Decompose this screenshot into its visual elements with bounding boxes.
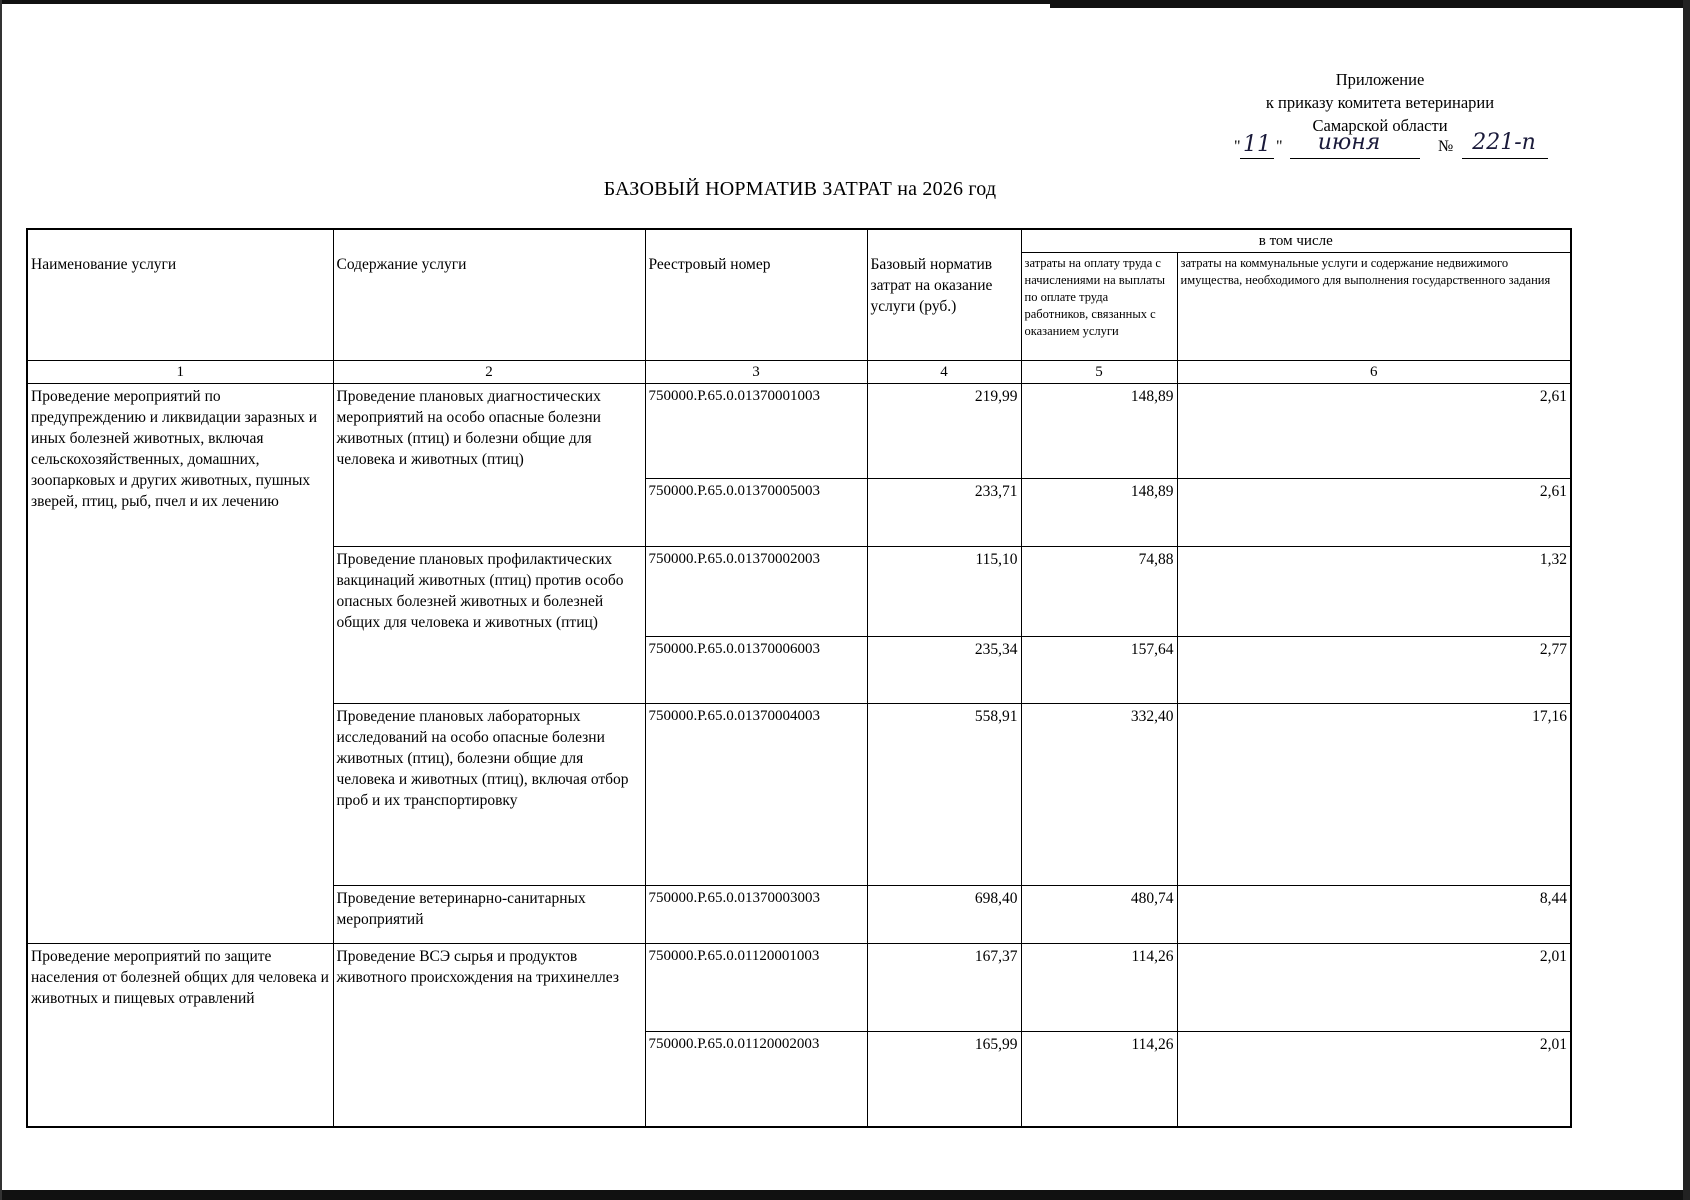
- table-row: [27, 384, 1571, 479]
- registry-number-cell: 750000.Р.65.0.01120002003: [645, 1032, 867, 1127]
- utility-cost-cell: 2,77: [1177, 637, 1571, 704]
- labor-cost-cell: 157,64: [1021, 637, 1177, 704]
- base-norm-cell: 165,99: [867, 1032, 1021, 1127]
- header-base-norm: Базовый норматив затрат на оказание услуги (руб.): [867, 229, 1021, 361]
- labor-cost-cell: 114,26: [1021, 1032, 1177, 1127]
- scan-edge-bottom: [0, 1190, 1690, 1200]
- labor-cost-cell: 114,26: [1021, 944, 1177, 1032]
- service-name-cell: Проведение мероприятий по предупреждению и ликвидации заразных и иных болезней животных, включая сельскохозяйственных, домашних, зоопарковых и других животных, пушных зверей, птиц, рыб, пчел и их лечению: [27, 384, 333, 944]
- registry-number-cell: 750000.Р.65.0.01370001003: [645, 384, 867, 479]
- service-content-cell: Проведение плановых диагностических мероприятий на особо опасные болезни животных (птиц) и болезни общие для человека и животных (птиц): [333, 384, 645, 547]
- utility-cost-cell: 17,16: [1177, 704, 1571, 886]
- labor-cost-cell: 148,89: [1021, 479, 1177, 547]
- registry-number-cell: 750000.Р.65.0.01370002003: [645, 547, 867, 637]
- appendix-line-3: Самарской области: [1312, 116, 1448, 135]
- header-service-name: Наименование услуги: [27, 229, 333, 361]
- labor-cost-cell: 74,88: [1021, 547, 1177, 637]
- day-underline: [1240, 158, 1274, 159]
- column-number: 1: [27, 361, 333, 384]
- service-content-cell: Проведение ветеринарно-санитарных мероприятий: [333, 886, 645, 944]
- base-norm-cell: 233,71: [867, 479, 1021, 547]
- utility-cost-cell: 2,61: [1177, 479, 1571, 547]
- labor-cost-cell: 148,89: [1021, 384, 1177, 479]
- handwritten-month: июня: [1317, 130, 1381, 155]
- utility-cost-cell: 2,01: [1177, 1032, 1571, 1127]
- number-label: №: [1438, 138, 1454, 155]
- labor-cost-cell: 480,74: [1021, 886, 1177, 944]
- registry-number-cell: 750000.Р.65.0.01370003003: [645, 886, 867, 944]
- utility-cost-cell: 2,01: [1177, 944, 1571, 1032]
- appendix-header: [1200, 68, 1560, 137]
- utility-cost-cell: 2,61: [1177, 384, 1571, 479]
- service-content-cell: Проведение ВСЭ сырья и продуктов животного происхождения на трихинеллез: [333, 944, 645, 1127]
- appendix-line-1: Приложение: [1335, 70, 1425, 89]
- scan-edge-top-right: [1050, 0, 1690, 8]
- column-number: 2: [333, 361, 645, 384]
- service-content-cell: Проведение плановых лабораторных исследований на особо опасные болезни животных (птиц), болезни общие для человека и животных (птиц), включая отбор проб и их транспортировку: [333, 704, 645, 886]
- header-utility-costs: затраты на коммунальные услуги и содержание недвижимого имущества, необходимого для выполнения государственного задания: [1177, 253, 1571, 361]
- labor-cost-cell: 332,40: [1021, 704, 1177, 886]
- scan-edge-left: [0, 0, 2, 1200]
- month-underline: [1290, 158, 1420, 159]
- base-norm-cell: 167,37: [867, 944, 1021, 1032]
- base-norm-cell: 219,99: [867, 384, 1021, 479]
- header-registry-number: Реестровый номер: [645, 229, 867, 361]
- column-number: 5: [1021, 361, 1177, 384]
- scan-edge-right: [1683, 0, 1690, 1200]
- service-name-cell: Проведение мероприятий по защите населения от болезней общих для человека и животных и пищевых отравлений: [27, 944, 333, 1127]
- registry-number-cell: 750000.Р.65.0.01120001003: [645, 944, 867, 1032]
- handwritten-order-number: 221-п: [1472, 130, 1536, 155]
- number-underline: [1462, 158, 1548, 159]
- service-content-cell: Проведение плановых профилактических вакцинаций животных (птиц) против особо опасных болезней животных и болезней общих для человека и животных (птиц): [333, 547, 645, 704]
- order-date-number-line: [1234, 130, 1564, 166]
- header-labor-costs: затраты на оплату труда с начислениями на выплаты по оплате труда работников, связанных с оказанием услуги: [1021, 253, 1177, 361]
- base-norm-cell: 235,34: [867, 637, 1021, 704]
- close-quote: ": [1276, 138, 1283, 155]
- column-number-row: [27, 361, 1571, 384]
- header-service-content: Содержание услуги: [333, 229, 645, 361]
- open-quote: ": [1234, 138, 1241, 155]
- registry-number-cell: 750000.Р.65.0.01370004003: [645, 704, 867, 886]
- cost-norms-table: [26, 228, 1572, 1128]
- table-row: [27, 944, 1571, 1032]
- registry-number-cell: 750000.Р.65.0.01370006003: [645, 637, 867, 704]
- column-number: 4: [867, 361, 1021, 384]
- utility-cost-cell: 1,32: [1177, 547, 1571, 637]
- appendix-line-2: к приказу комитета ветеринарии: [1265, 93, 1495, 112]
- document-title: БАЗОВЫЙ НОРМАТИВ ЗАТРАТ на 2026 год: [603, 178, 997, 200]
- column-number: 6: [1177, 361, 1571, 384]
- base-norm-cell: 698,40: [867, 886, 1021, 944]
- column-number: 3: [645, 361, 867, 384]
- header-including: в том числе: [1021, 229, 1571, 253]
- registry-number-cell: 750000.Р.65.0.01370005003: [645, 479, 867, 547]
- utility-cost-cell: 8,44: [1177, 886, 1571, 944]
- handwritten-day: 11: [1243, 132, 1271, 157]
- base-norm-cell: 115,10: [867, 547, 1021, 637]
- base-norm-cell: 558,91: [867, 704, 1021, 886]
